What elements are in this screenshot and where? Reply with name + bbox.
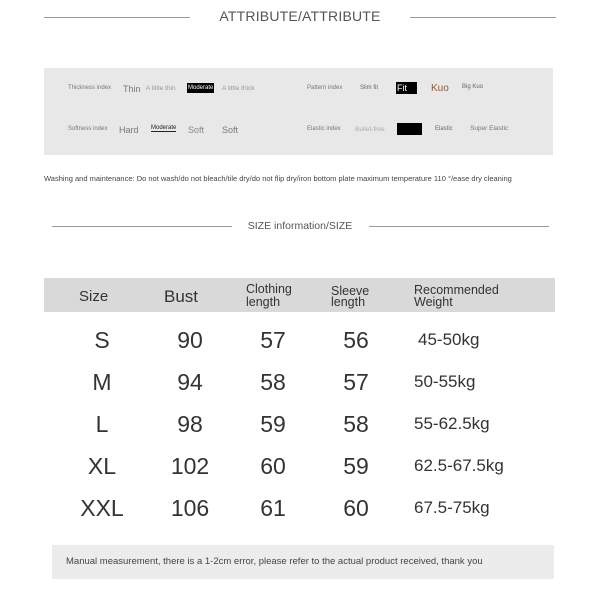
cell-weight: 67.5-75kg bbox=[414, 498, 490, 517]
cell-weight: 62.5-67.5kg bbox=[414, 456, 504, 475]
cell-clothing-length: 61 bbox=[260, 495, 286, 521]
cell-bust: 94 bbox=[177, 369, 203, 395]
softness-option-moderate: Moderate bbox=[151, 125, 177, 131]
washing-instructions: Washing and maintenance: Do not wash/do not bleach/tile dry/do not flip dry/iron bottom plate maximum temperature 110 °/ease dry cleaning bbox=[44, 174, 512, 183]
header-weight-line2: Weight bbox=[414, 295, 453, 309]
size-table-header bbox=[44, 278, 555, 312]
pattern-selected-fit: Fit bbox=[396, 82, 417, 94]
softness-option-hard: Hard bbox=[119, 125, 139, 135]
cell-sleeve-length: 56 bbox=[343, 327, 369, 353]
cell-bust: 90 bbox=[177, 327, 203, 353]
cell-clothing-length: 59 bbox=[260, 411, 286, 437]
cell-size: L bbox=[95, 411, 109, 437]
table-row bbox=[0, 453, 600, 493]
cell-clothing-length: 57 bbox=[260, 327, 286, 353]
pattern-option-big-kuo: Big Kuo bbox=[462, 84, 484, 90]
thickness-option-thin: Thin bbox=[123, 84, 141, 94]
pattern-option-slim-fit: Slim fit bbox=[360, 85, 378, 91]
cell-size: S bbox=[94, 327, 110, 353]
cell-sleeve-length: 58 bbox=[343, 411, 369, 437]
cell-weight: 45-50kg bbox=[418, 330, 480, 349]
thickness-option-a-little-thick: A little thick bbox=[222, 85, 255, 92]
table-row bbox=[0, 495, 600, 535]
pattern-option-kuo: Kuo bbox=[431, 83, 449, 94]
header-weight-line1: Recommended bbox=[414, 283, 499, 297]
cell-clothing-length: 58 bbox=[260, 369, 286, 395]
attribute-panel bbox=[44, 68, 553, 155]
measurement-note bbox=[52, 545, 554, 579]
size-rule-right bbox=[369, 226, 549, 227]
elastic-selected-marker bbox=[397, 123, 422, 135]
attribute-title: ATTRIBUTE/ATTRIBUTE bbox=[219, 8, 381, 24]
cell-weight: 55-62.5kg bbox=[414, 414, 490, 433]
cell-bust: 102 bbox=[170, 453, 210, 479]
header-rule-right bbox=[410, 17, 556, 18]
cell-clothing-length: 60 bbox=[260, 453, 286, 479]
table-row bbox=[0, 369, 600, 409]
cell-sleeve-length: 60 bbox=[343, 495, 369, 521]
elastic-label: Elastic index bbox=[307, 126, 341, 132]
elastic-option-super-elastic: Super Elastic bbox=[470, 125, 509, 132]
header-bust: Bust bbox=[164, 287, 199, 306]
softness-option-soft-2: Soft bbox=[222, 125, 239, 135]
cell-sleeve-length: 57 bbox=[343, 369, 369, 395]
cell-size: XXL bbox=[80, 495, 124, 521]
table-row bbox=[0, 327, 600, 367]
softness-option-soft: Soft bbox=[188, 125, 205, 135]
cell-size: M bbox=[92, 369, 112, 395]
cell-size: XL bbox=[87, 453, 117, 479]
elastic-option-elastic: Elastic bbox=[435, 126, 453, 132]
cell-sleeve-length: 59 bbox=[343, 453, 369, 479]
softness-label: Softness index bbox=[68, 126, 108, 132]
cell-bust: 106 bbox=[170, 495, 210, 521]
size-section-title: SIZE information/SIZE bbox=[247, 220, 353, 232]
thickness-selected-moderate: Moderate bbox=[188, 85, 214, 91]
header-clothing-length-line2: length bbox=[246, 295, 281, 309]
header-clothing-length-line1: Clothing bbox=[246, 282, 292, 296]
measurement-note-text: Manual measurement, there is a 1-2cm error, please refer to the actual product received, thank you bbox=[66, 556, 483, 567]
elastic-option-bullet-free: Bullet-free bbox=[355, 126, 385, 133]
header-sleeve-length-line2: length bbox=[331, 295, 366, 309]
cell-bust: 98 bbox=[177, 411, 203, 437]
pattern-label: Pattern index bbox=[307, 85, 343, 91]
table-row bbox=[0, 411, 600, 451]
cell-weight: 50-55kg bbox=[414, 372, 476, 391]
header-sleeve-length-line1: Sleeve bbox=[331, 284, 370, 298]
thickness-label: Thickness index bbox=[68, 85, 112, 91]
thickness-option-a-little-thin: A little thin bbox=[146, 85, 176, 92]
header-size: Size bbox=[79, 288, 109, 305]
